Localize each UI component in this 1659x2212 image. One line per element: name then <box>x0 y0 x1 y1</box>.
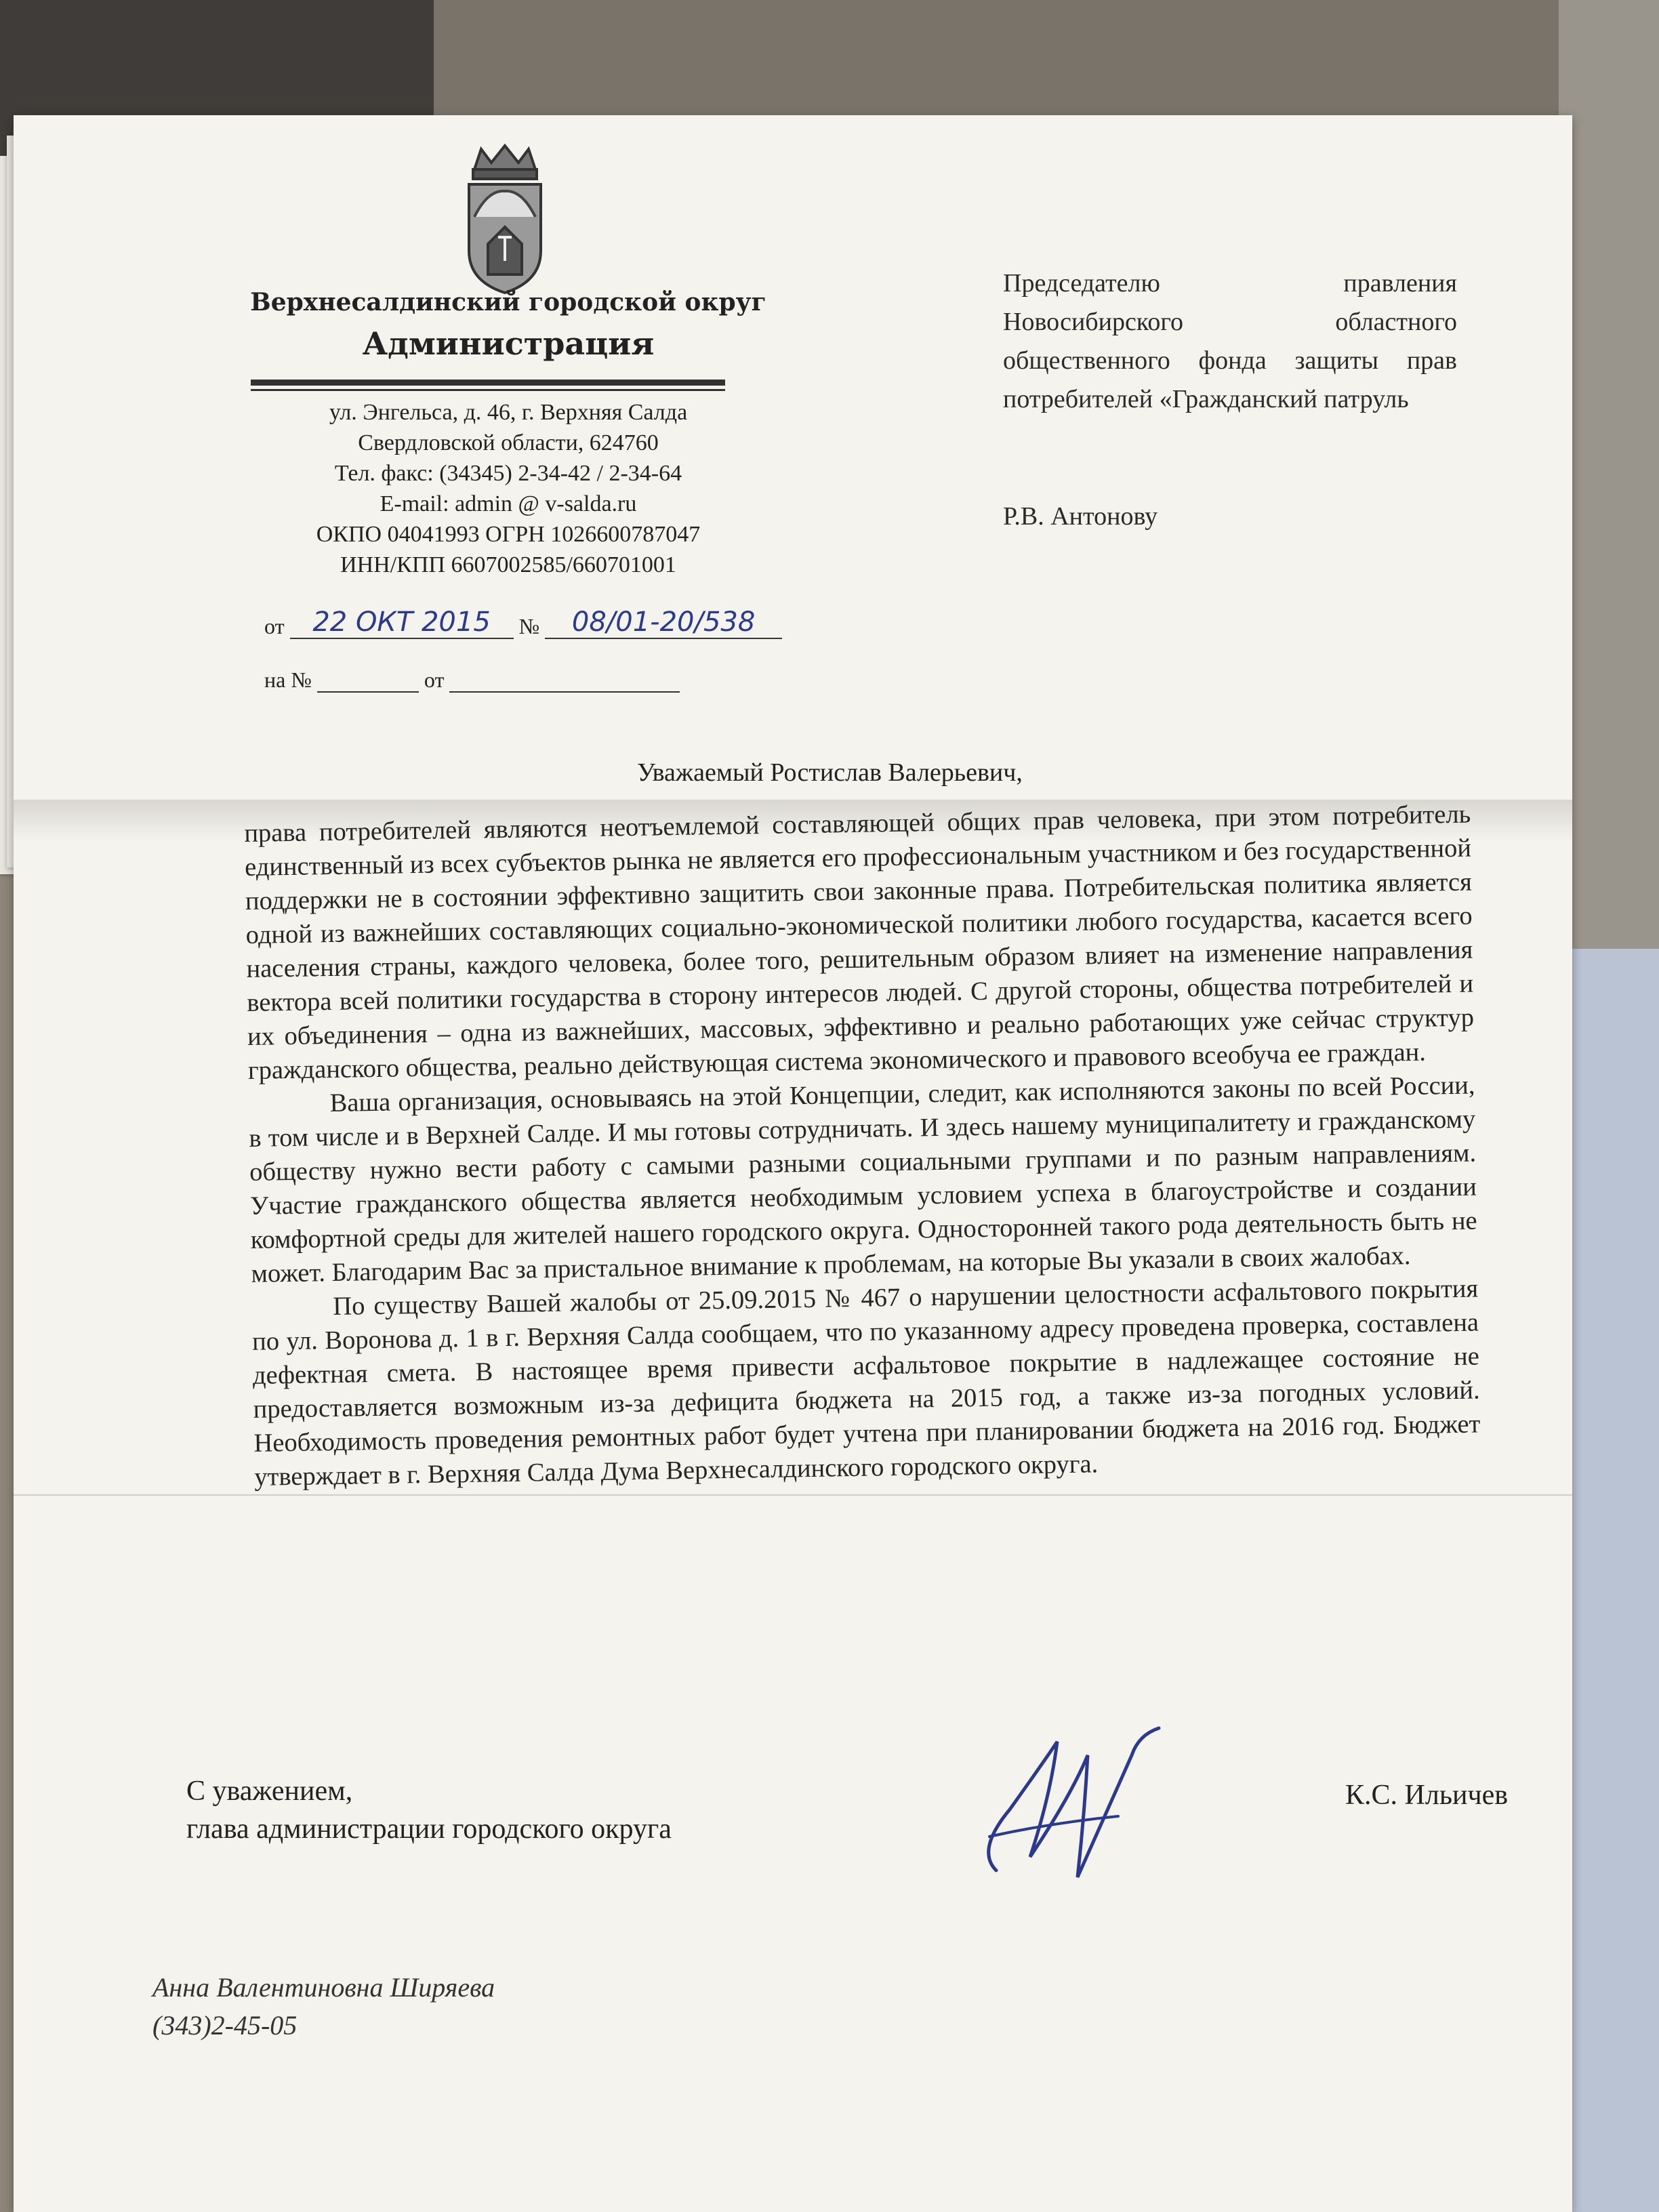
salutation: Уважаемый Ростислав Валерьевич, <box>637 758 1023 787</box>
from-label: от <box>264 614 285 638</box>
phone-line: Тел. факс: (34345) 2-34-42 / 2-34-64 <box>334 461 682 486</box>
letter-body <box>244 798 1481 1494</box>
organization-name: Верхнесалдинский городской округ <box>250 288 766 316</box>
signatory-name: К.С. Ильичев <box>1345 1780 1509 1811</box>
inn-line: ИНН/КПП 6607002585/660701001 <box>340 552 676 577</box>
reply-number-label: на № <box>264 668 312 692</box>
handwritten-signature <box>969 1715 1166 1891</box>
letterhead-rule <box>251 380 725 386</box>
incoming-reference <box>264 668 680 693</box>
email-line: E-mail: admin @ v-salda.ru <box>380 491 637 516</box>
body-paragraph: права потребителей являются неотъемлемой составляющей общих прав человека, при этом потребитель единственный из всех субъектов рынка не является его профессиональным участником и без государственной поддержки не в состоянии эффективно защитить свои законные права. Потребительская политика является одной из важнейших составляющих социально-экономической политики любого государства, касается всего населения страны, каждого человека, более того, решительным образом влияет на изменение направления вектора всей политики государства в сторону интересов людей. С другой стороны, общества потребителей и их объединения – одна из важнейших, массовых, эффективно и реально работающих уже сейчас структур гражданского общества, реально действующая система экономического и правового всеобуча ее граждан. <box>244 800 1475 1085</box>
number-label: № <box>518 614 540 638</box>
letterhead-rule <box>251 389 725 391</box>
letter-date: 22 ОКТ 2015 <box>290 607 514 639</box>
body-paragraph: Ваша организация, основываясь на этой Концепции, следит, как исполняются законы по всей России, в том числе и в Верхней Салде. И мы готовы сотрудничать. И здесь нашему муниципалитету и гражданскому обществу нужно вести работу с самыми разными социальными группами и по разным направлениям. Участие гражданского общества является необходимым условием успеха в благоустройстве и создании комфортной среды для жителей нашего городского округа. Односторонней такого рода деятельность быть не может. Благодарим Вас за пристальное внимание к проблемам, на которые Вы указали в своих жалобах. <box>249 1071 1477 1288</box>
body-paragraph: По существу Вашей жалобы от 25.09.2015 № 467 о нарушении целостности асфальтового покрытия по ул. Воронова д. 1 в г. Верхняя Салда сообщаем, что по указанному адресу проведена проверка, составлена дефектная смета. В настоящее время привести асфальтовое покрытие в надлежащее состояние не предоставляется возможным из-за дефицита бюджета на 2015 год, а также из-за погодных условий. Необходимость проведения ремонтных работ будет учтена при планировании бюджета на 2016 год. Бюджет утверждает в г. Верхняя Салда Дума Верхнесалдинского городского округа. <box>251 1274 1481 1492</box>
fold-line <box>14 1494 1572 1496</box>
addressee-name: Р.В. Антонову <box>1003 502 1158 531</box>
coat-of-arms-emblem <box>461 142 549 298</box>
address-line: ул. Энгельса, д. 46, г. Верхняя Салда <box>329 400 688 425</box>
signatory-title: глава администрации городского округа <box>186 1814 672 1845</box>
letter-number: 08/01-20/538 <box>545 607 782 639</box>
reply-number-field <box>317 691 419 693</box>
executor-block <box>152 1969 495 2045</box>
reply-date-field <box>449 691 680 693</box>
addressee-block: Председателю правления Новосибирского областного общественного фонда защиты прав потребителей «Гражданский патруль <box>1003 269 1457 413</box>
address-line: Свердловской области, 624760 <box>358 430 659 455</box>
executor-phone: (343)2-45-05 <box>152 2010 298 2041</box>
reply-from-label: от <box>424 668 445 692</box>
closing-block <box>186 1772 672 1848</box>
executor-name: Анна Валентиновна Ширяева <box>152 1972 495 2003</box>
outgoing-reference <box>264 607 782 639</box>
closing-greeting: С уважением, <box>186 1776 353 1807</box>
okpo-line: ОКПО 04041993 ОГРН 1026600787047 <box>316 522 701 547</box>
department-name: Администрация <box>362 325 655 362</box>
